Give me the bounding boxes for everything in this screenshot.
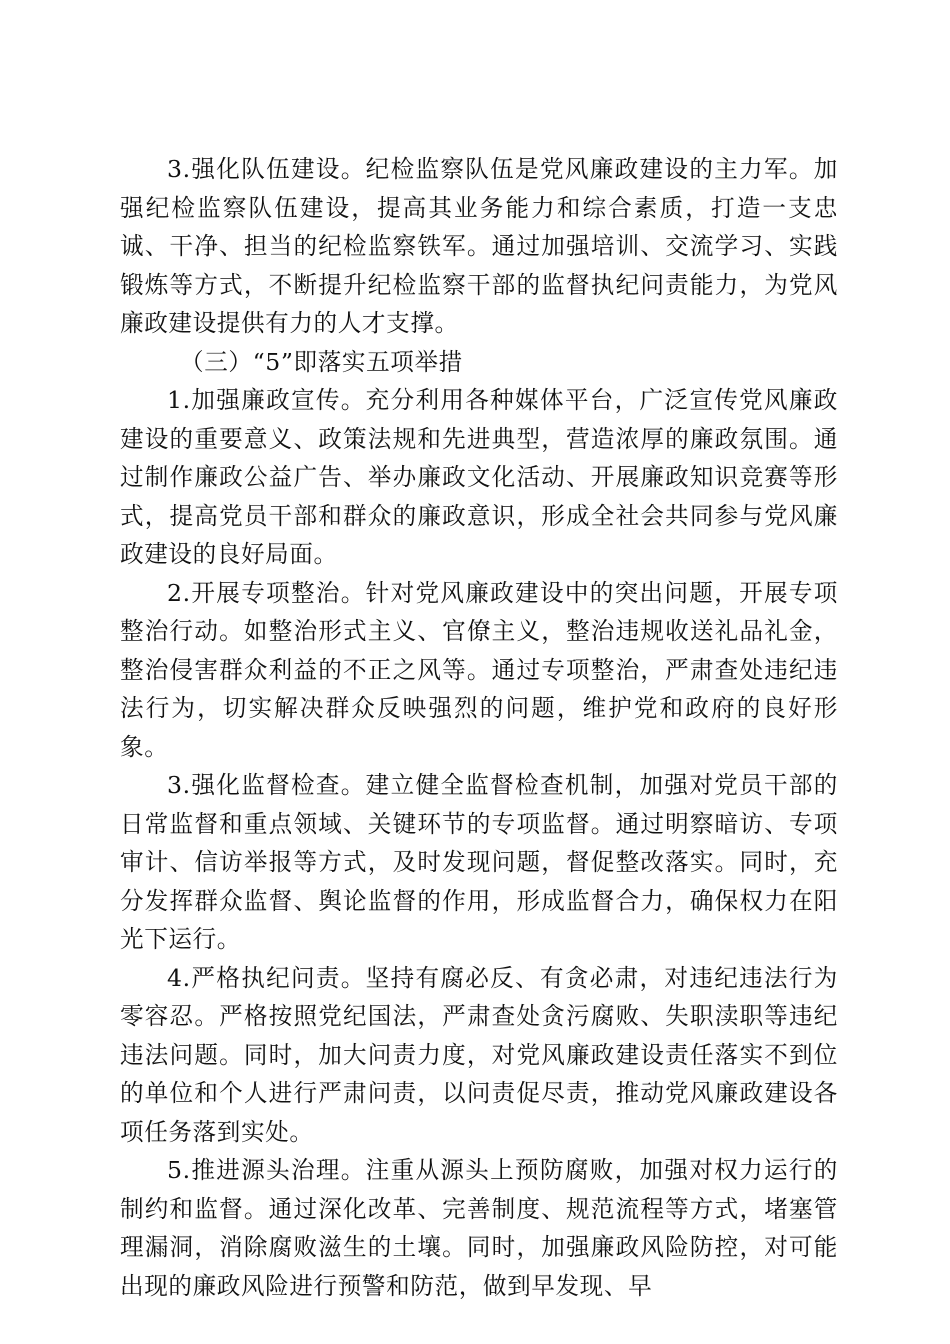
paragraph-discipline-accountability: 4.严格执纪问责。坚持有腐必反、有贪必肃，对违纪违法行为零容忍。严格按照党纪国法，严肃查处贪污腐败、失职渎职等违纪违法问题。同时，加大问责力度，对党风廉政建设责任落实不到位的单位和个人进行严肃问责，以问责促尽责，推动党风廉政建设各项任务落到实处。 [120,963,838,1146]
paragraph-supervision-inspection: 3.强化监督检查。建立健全监督检查机制，加强对党员干部的日常监督和重点领域、关键环节的专项监督。通过明察暗访、专项审计、信访举报等方式，及时发现问题，督促整改落实。同时，充分发挥群众监督、舆论监督的作用，形成监督合力，确保权力在阳光下运行。 [120,771,838,953]
document-page [120,150,838,1305]
paragraph-team-building: 3.强化队伍建设。纪检监察队伍是党风廉政建设的主力军。加强纪检监察队伍建设，提高其业务能力和综合素质，打造一支忠诚、干净、担当的纪检监察铁军。通过加强培训、交流学习、实践锻炼等方式，不断提升纪检监察干部的监督执纪问责能力，为党风廉政建设提供有力的人才支撑。 [120,155,838,337]
paragraph-special-rectification: 2.开展专项整治。针对党风廉政建设中的突出问题，开展专项整治行动。如整治形式主义、官僚主义，整治违规收送礼品礼金，整治侵害群众利益的不正之风等。通过专项整治，严肃查处违纪违法行为，切实解决群众反映强烈的问题，维护党和政府的良好形象。 [120,578,838,761]
section-heading-five-measures: （三）“5”即落实五项举措 [180,347,463,376]
paragraph-integrity-publicity: 1.加强廉政宣传。充分利用各种媒体平台，广泛宣传党风廉政建设的重要意义、政策法规和先进典型，营造浓厚的廉政氛围。通过制作廉政公益广告、举办廉政文化活动、开展廉政知识竞赛等形式，提高党员干部和群众的廉政意识，形成全社会共同参与党风廉政建设的良好局面。 [120,386,838,568]
paragraph-source-governance: 5.推进源头治理。注重从源头上预防腐败，加强对权力运行的制约和监督。通过深化改革、完善制度、规范流程等方式，堵塞管理漏洞，消除腐败滋生的土壤。同时，加强廉政风险防控，对可能出现的廉政风险进行预警和防范，做到早发现、早 [120,1156,838,1300]
